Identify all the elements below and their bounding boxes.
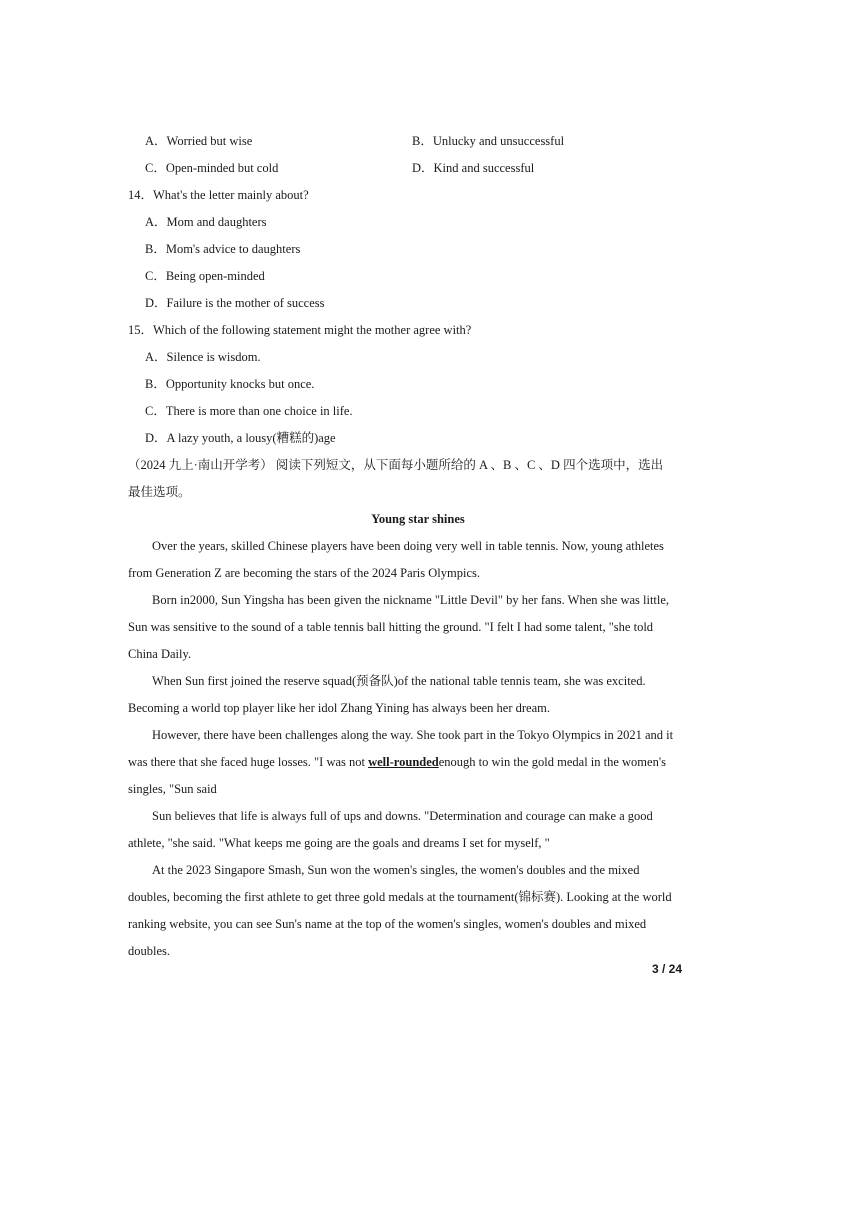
passage-line: doubles. — [128, 944, 171, 958]
passage-line: from Generation Z are becoming the stars of the 2024 Paris Olympics. — [128, 566, 480, 580]
passage-line: China Daily. — [128, 647, 192, 661]
passage-line: Over the years, skilled Chinese players have been doing very well in table tennis. Now, young athletes — [152, 539, 664, 553]
passage-line: At the 2023 Singapore Smash, Sun won the women's singles, the women's doubles and the mixed — [152, 863, 640, 877]
option-b: B．Unlucky and unsuccessful — [412, 134, 565, 148]
passage-line — [128, 754, 666, 770]
q14-option-c: C．Being open-minded — [145, 269, 265, 283]
underlined-word: well-rounded — [368, 755, 439, 769]
passage-line: athlete, "she said. "What keeps me going are the goals and dreams I set for myself, " — [128, 836, 550, 850]
passage-line: Sun believes that life is always full of ups and downs. "Determination and courage can make a good — [152, 809, 653, 823]
passage-text: was there that she faced huge losses. "I was not — [128, 755, 369, 769]
option-d: D．Kind and successful — [412, 161, 535, 175]
passage-line: doubles, becoming the first athlete to get three gold medals at the tournament(锦标赛). Looking at the world — [128, 890, 672, 904]
option-a: A．Worried but wise — [145, 134, 253, 148]
passage-line: Born in2000, Sun Yingsha has been given the nickname "Little Devil" by her fans. When she was little, — [152, 593, 670, 607]
q14-option-d: D．Failure is the mother of success — [145, 296, 325, 310]
page-number: 3 / 24 — [652, 962, 683, 976]
q15-option-c: C．There is more than one choice in life. — [145, 404, 353, 418]
question-15: 15．Which of the following statement might the mother agree with? — [128, 323, 472, 337]
passage-line: When Sun first joined the reserve squad(预备队)of the national table tennis team, she was excited. — [152, 674, 646, 688]
passage-line: Sun was sensitive to the sound of a table tennis ball hitting the ground. "I felt I had some talent, "she told — [128, 620, 654, 634]
passage-text: enough to win the gold medal in the women's — [438, 755, 666, 769]
q15-option-b: B．Opportunity knocks but once. — [145, 377, 315, 391]
section-instruction-cont: 最佳选项。 — [128, 485, 191, 499]
passage-line: However, there have been challenges along the way. She took part in the Tokyo Olympics in 2021 and it — [152, 728, 674, 742]
passage-line: singles, "Sun said — [128, 782, 217, 796]
question-14: 14．What's the letter mainly about? — [128, 188, 309, 202]
q15-option-a: A．Silence is wisdom. — [145, 350, 261, 364]
passage-line: ranking website, you can see Sun's name at the top of the women's singles, women's doubles and mixed — [128, 917, 647, 931]
option-c: C．Open-minded but cold — [145, 161, 279, 175]
passage-line: Becoming a world top player like her idol Zhang Yining has always been her dream. — [128, 701, 550, 715]
section-instruction: （2024 九上·南山开学考） 阅读下列短文，从下面每小题所给的 A 、B 、C 、D 四个选项中，选出 — [128, 458, 664, 472]
q15-option-d: D．A lazy youth, a lousy(糟糕的)age — [145, 431, 336, 445]
passage-title: Young star shines — [371, 512, 465, 526]
q14-option-a: A．Mom and daughters — [145, 215, 267, 229]
q14-option-b: B．Mom's advice to daughters — [145, 242, 301, 256]
